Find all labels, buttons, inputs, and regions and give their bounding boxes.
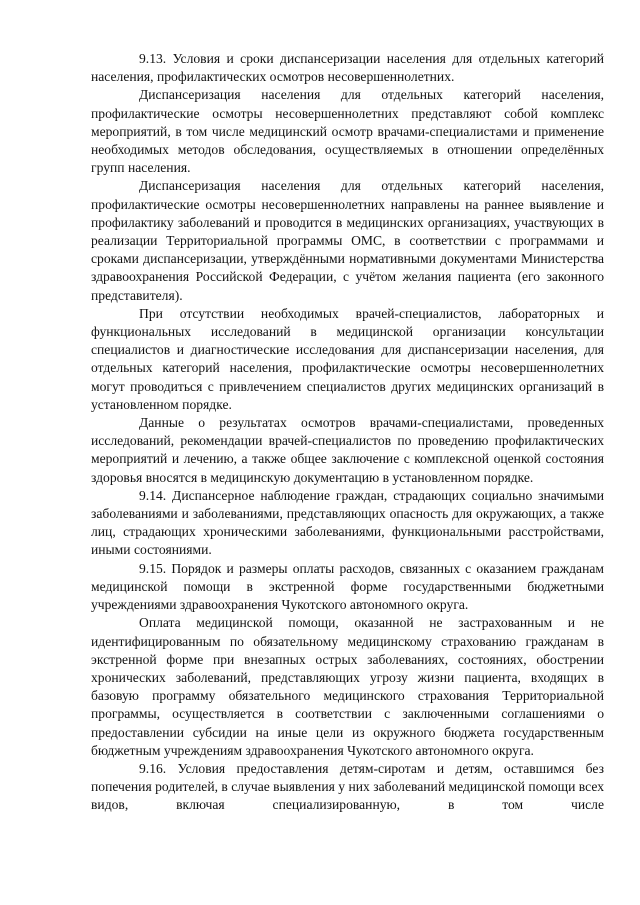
paragraph-results-documentation: Данные о результатах осмотров врачами-специалистами, проведенных исследований, рекомендации врачей-специалистов по проведению профилактических мероприятий и лечению, а также общее заключение с комплексной оценкой состояния здоровья вносятся в медицинскую документацию в установленном порядке. <box>91 415 604 485</box>
paragraph-external-specialists: При отсутствии необходимых врачей-специалистов, лабораторных и функциональных исследований в медицинской организации консультации специалистов и диагностические исследования для диспансеризации населения, для отдельных категорий населения, профилактические осмотры несовершеннолетних могут проводиться с привлечением специалистов других медицинских организаций в установленном порядке. <box>91 305 604 412</box>
section-9-16-heading: 9.16. Условия предоставления детям-сиротам и детям, оставшимся без попечения родителей, в случае выявления у них заболеваний медицинской помощи всех видов, включая специализированную, в том числе <box>91 760 604 813</box>
section-9-14-heading: 9.14. Диспансерное наблюдение граждан, страдающих социально значимыми заболеваниями и заболеваниями, представляющих опасность для окружающих, а также лиц, страдающих хроническими заболеваниями, функциональными расстройствами, иными состояниями. <box>91 487 604 558</box>
section-9-13-heading: 9.13. Условия и сроки диспансеризации населения для отдельных категорий населения, профилактических осмотров несовершеннолетних. <box>91 51 604 85</box>
document-body <box>91 50 604 815</box>
section-9-15-heading: 9.15. Порядок и размеры оплаты расходов, связанных с оказанием гражданам медицинской помощи в экстренной форме государственными бюджетными учреждениями здравоохранения Чукотского автономного округа. <box>91 560 604 613</box>
paragraph-emergency-payment: Оплата медицинской помощи, оказанной не застрахованным и не идентифицированным по обязательному медицинскому страхованию гражданам в экстренной форме при внезапных острых заболеваниях, состояниях, обострении хронических заболеваний, представляющих угрозу жизни пациента, входящих в базовую программу обязательного медицинского страхования Территориальной программы, осуществляется в соответствии с заключенными соглашениями о предоставлении субсидии на иные цели из окружного бюджета государственным бюджетным учреждениям здравоохранения Чукотского автономного округа. <box>91 615 604 758</box>
paragraph-purpose: Диспансеризация населения для отдельных категорий населения, профилактические осмотры несовершеннолетних направлены на раннее выявление и профилактику заболеваний и проводится в медицинских организациях, участвующих в реализации Территориальной программы ОМС, в соответствии с программами и сроками диспансеризации, утверждёнными нормативными документами Министерства здравоохранения Российской Федерации, с учётом желания пациента (его законного представителя). <box>91 178 604 303</box>
paragraph-definition: Диспансеризация населения для отдельных категорий населения, профилактические осмотры несовершеннолетних представляют собой комплекс мероприятий, в том числе медицинский осмотр врачами-специалистами и применение необходимых методов обследования, осуществляемых в отношении определённых групп населения. <box>91 87 604 176</box>
